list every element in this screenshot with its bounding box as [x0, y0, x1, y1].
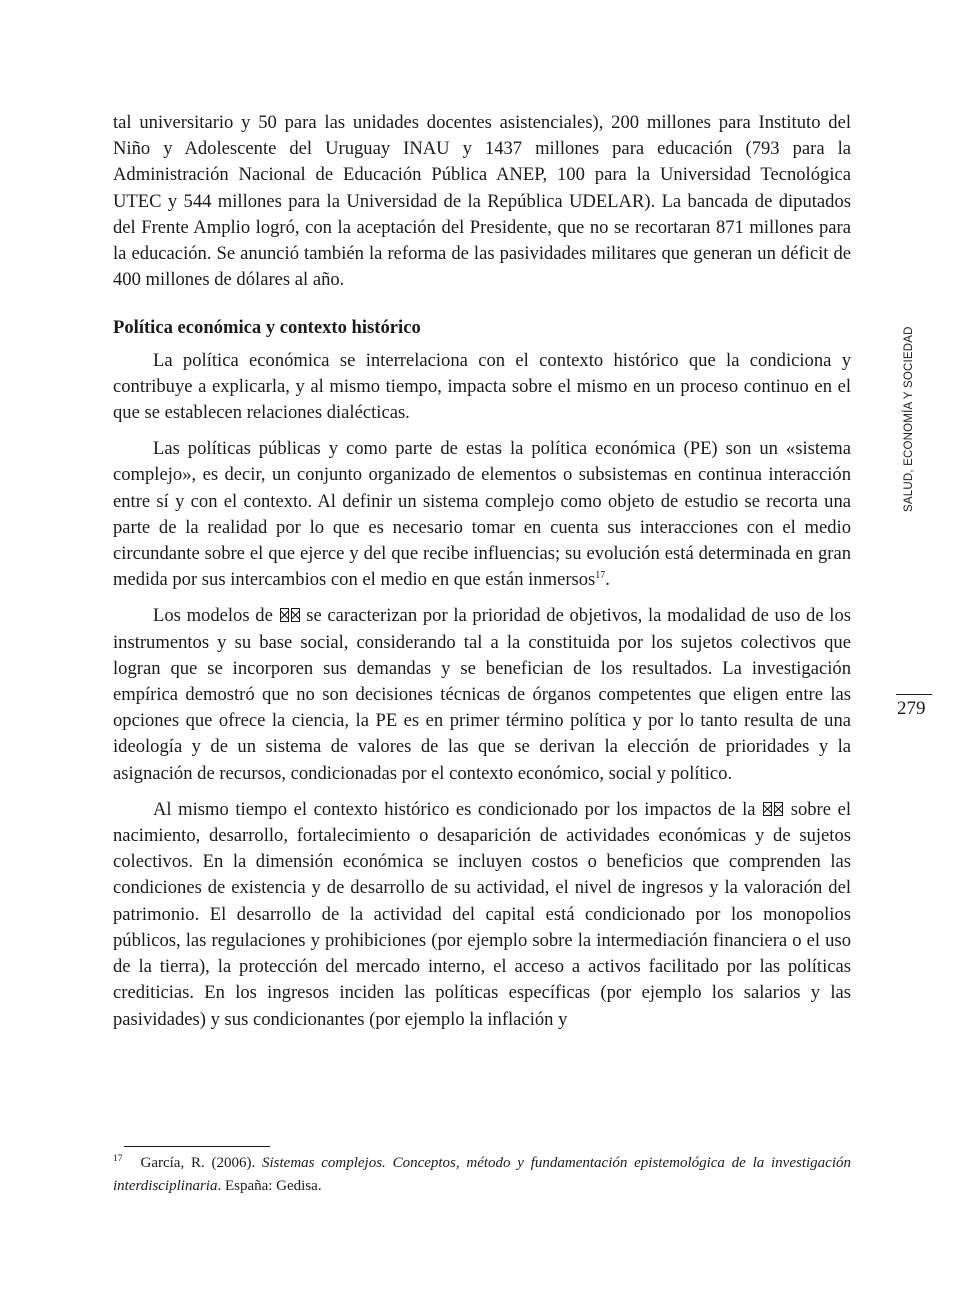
missing-glyph-icon — [774, 802, 783, 816]
paragraph-models — [113, 603, 851, 786]
section-heading: Política económica y contexto histórico — [113, 317, 421, 339]
running-section-label: SALUD, ECONOMÍA Y SOCIEDAD — [903, 326, 915, 512]
paragraph-models-start: Los modelos de — [153, 605, 279, 627]
missing-glyph-icon — [763, 802, 772, 816]
main-text-column — [113, 110, 851, 1043]
paragraph-complex-system — [113, 436, 851, 593]
paragraph-historical-start: Al mismo tiempo el contexto histórico es condicionado por los impactos de la — [153, 798, 763, 820]
page-number-rule — [896, 694, 932, 695]
paragraph-historical-rest: sobre el nacimiento, desarrollo, fortalecimiento o desaparición de actividades económicas y de sujetos colectivos. En la dimensión económica se incluyen costos o beneficios que comprenden las condiciones de existencia y de desarrollo de su actividad, el nivel de ingresos y la valoración del patrimonio. El desarrollo de la actividad del capital está condicionado por los monopolios públicos, las regulaciones y prohibiciones (por ejemplo sobre la intermediación financiera o el uso de la tierra), la protección del mercado interno, el acceso a activos facilitado por las políticas crediticias. En los ingresos inciden las políticas específicas (por ejemplo los salarios y las pasividades) y sus condicionantes (por ejemplo la inflación y — [113, 798, 851, 1030]
footnote — [113, 1152, 851, 1198]
paragraph-continued: tal universitario y 50 para las unidades docentes asistenciales), 200 millones para Instituto del Niño y Adolescente del Uruguay INAU y 1437 millones para educación (793 para la Administración Nacional de Educación Pública ANEP, 100 para la Universidad Tecnológica UTEC y 544 millones para la Universidad de la República UDELAR). La bancada de diputados del Frente Amplio logró, con la aceptación del Presidente, que no se recortaran 871 millones para la educación. Se anunció también la reforma de las pasividades militares que generan un déficit de 400 millones de dólares al año. — [113, 112, 851, 291]
paragraph-complex-system-text: Las políticas públicas y como parte de estas la política económica (PE) son un «sistema complejo», es decir, un conjunto organizado de elementos o subsistemas en continua interacción entre sí y con el contexto. Al definir un sistema complejo como objeto de estudio se recorta una parte de la realidad por lo que es necesario tomar en cuenta sus interacciones con el medio circundante sobre el que ejerce y del que recibe influencias; su evolución está determinada en gran medida por sus intercambios con el medio en que están inmersos — [113, 438, 851, 591]
footnote-reference[interactable]: 17 — [595, 570, 606, 582]
footnote-title: Sistemas complejos. Conceptos, método y fundamentación epistemológica de la investigación interdisciplinaria — [113, 1155, 851, 1194]
footnote-number: 17 — [113, 1154, 123, 1164]
paragraph-models-rest: se caracterizan por la prioridad de objetivos, la modalidad de uso de los instrumentos y su base social, considerando tal a la constituida por los sujetos colectivos que logran que se incorporen sus demandas y se benefician de los resultados. La investigación empírica demostró que no son decisiones técnicas de órganos competentes que eligen entre las opciones que ofrece la ciencia, la PE es en primer término política y por lo tanto resulta de una ideología y de un sistema de valores de las que se derivan la elección de prioridades y la asignación de recursos, condicionadas por el contexto económico, social y político. — [113, 605, 851, 784]
footnote-publisher: . España: Gedisa. — [217, 1178, 322, 1194]
footnote-author: García, R. (2006). — [140, 1155, 262, 1171]
page-number: 279 — [897, 698, 926, 719]
missing-glyph-icon — [280, 608, 289, 622]
missing-glyph-icon — [291, 608, 300, 622]
paragraph-context: La política económica se interrelaciona con el contexto histórico que la condiciona y contribuye a explicarla, y al mismo tiempo, impacta sobre el mismo en un proceso continuo en el que se establecen relaciones dialécticas. — [113, 349, 851, 424]
footnote-divider — [124, 1146, 270, 1147]
paragraph-historical-context — [113, 797, 851, 1033]
paragraph-complex-system-end: . — [605, 569, 610, 591]
